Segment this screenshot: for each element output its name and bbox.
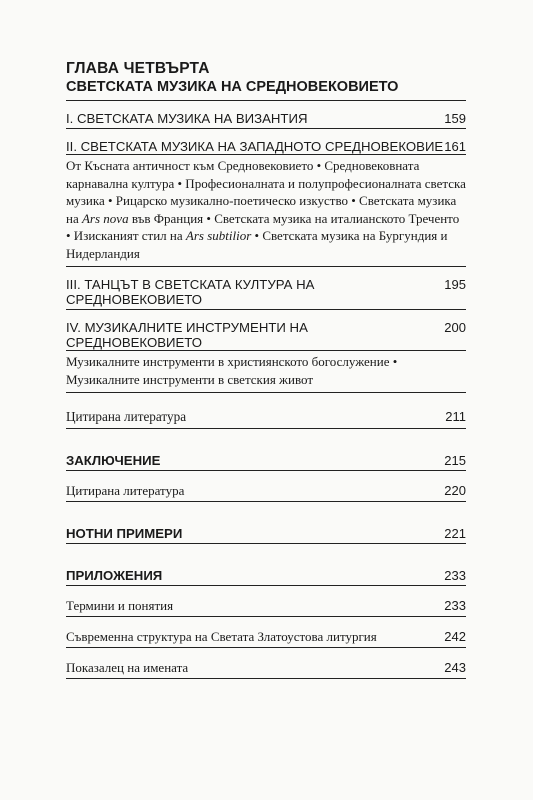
toc-entry-label: III. ТАНЦЪТ В СВЕТСКАТА КУЛТУРА НА СРЕДНОВЕКОВИЕТО [66, 277, 315, 307]
toc-entry-name-index [66, 648, 466, 679]
toc-entry-music-examples [66, 502, 466, 544]
toc-page-number: 233 [444, 598, 466, 613]
desc-text: От Късната античност към Средновековието • Средновековната карнавална култура • Професионалната и полупрофесионалната светска музика • Рицарско музикално-поетическо изкуство • Светската музика на [66, 158, 466, 226]
toc-entry-label: ПРИЛОЖЕНИЯ [66, 568, 163, 583]
toc-entry-label: Термини и понятия [66, 598, 174, 613]
toc-page-number: 159 [444, 111, 466, 126]
toc-page-number: 221 [444, 526, 466, 541]
toc-entry-byzantium [66, 101, 466, 129]
toc-page-number: 161 [444, 139, 466, 154]
toc-entry-label: ЗАКЛЮЧЕНИЕ [66, 453, 161, 468]
toc-entry-label: I. СВЕТСКАТА МУЗИКА НА ВИЗАНТИЯ [66, 111, 308, 126]
toc-entry-label: НОТНИ ПРИМЕРИ [66, 526, 183, 541]
toc-page-number: 220 [444, 483, 466, 498]
toc-entry-label: II. СВЕТСКАТА МУЗИКА НА ЗАПАДНОТО СРЕДНОВЕКОВИЕ [66, 139, 444, 154]
toc-page-number: 211 [445, 409, 466, 424]
toc-entry-label: Показалец на имената [66, 660, 189, 675]
desc-italic-term: Ars nova [81, 210, 129, 226]
toc-entry-label: Цитирана литература [66, 483, 185, 498]
toc-entry-description [66, 154, 466, 267]
desc-text: във Франция • Светската музика на италианското Треченто • Изисканият стил на [66, 210, 460, 243]
toc-entry-appendices [66, 544, 466, 586]
toc-page-number: 233 [444, 568, 466, 583]
toc-entry-cited-literature [66, 393, 466, 429]
toc-entry-cited-literature [66, 471, 466, 502]
toc-entry-label: Съвременна структура на Светата Златоустова литургия [66, 629, 377, 644]
toc-entry-instruments [66, 310, 466, 350]
desc-text: • Светската музика на Бургундия и Нидерландия [66, 228, 448, 261]
toc-page-number: 243 [444, 660, 466, 675]
toc-entry-terms [66, 586, 466, 617]
toc-entry-label: IV. МУЗИКАЛНИТЕ ИНСТРУМЕНТИ НА СРЕДНОВЕКОВИЕТО [66, 320, 308, 350]
toc-page-number: 215 [444, 453, 466, 468]
toc-page-number: 200 [444, 320, 466, 335]
chapter-subtitle: СВЕТСКАТА МУЗИКА НА СРЕДНОВЕКОВИЕТО [66, 78, 466, 101]
toc-entry-liturgy-structure [66, 617, 466, 648]
toc-entry-dance [66, 267, 466, 310]
toc-page-number: 195 [444, 277, 466, 292]
toc-page-number: 242 [444, 629, 466, 644]
table-of-contents [66, 60, 466, 679]
desc-italic-term: Ars subtilior [185, 228, 252, 243]
toc-entry-label: Цитирана литература [66, 409, 187, 424]
toc-entry-conclusion [66, 429, 466, 471]
chapter-title: ГЛАВА ЧЕТВЪРТА [66, 60, 210, 77]
toc-entry-description: Музикалните инструменти в християнското богослужение • Музикалните инструменти в светския живот [66, 350, 466, 393]
toc-entry-western-middle-ages [66, 129, 466, 154]
